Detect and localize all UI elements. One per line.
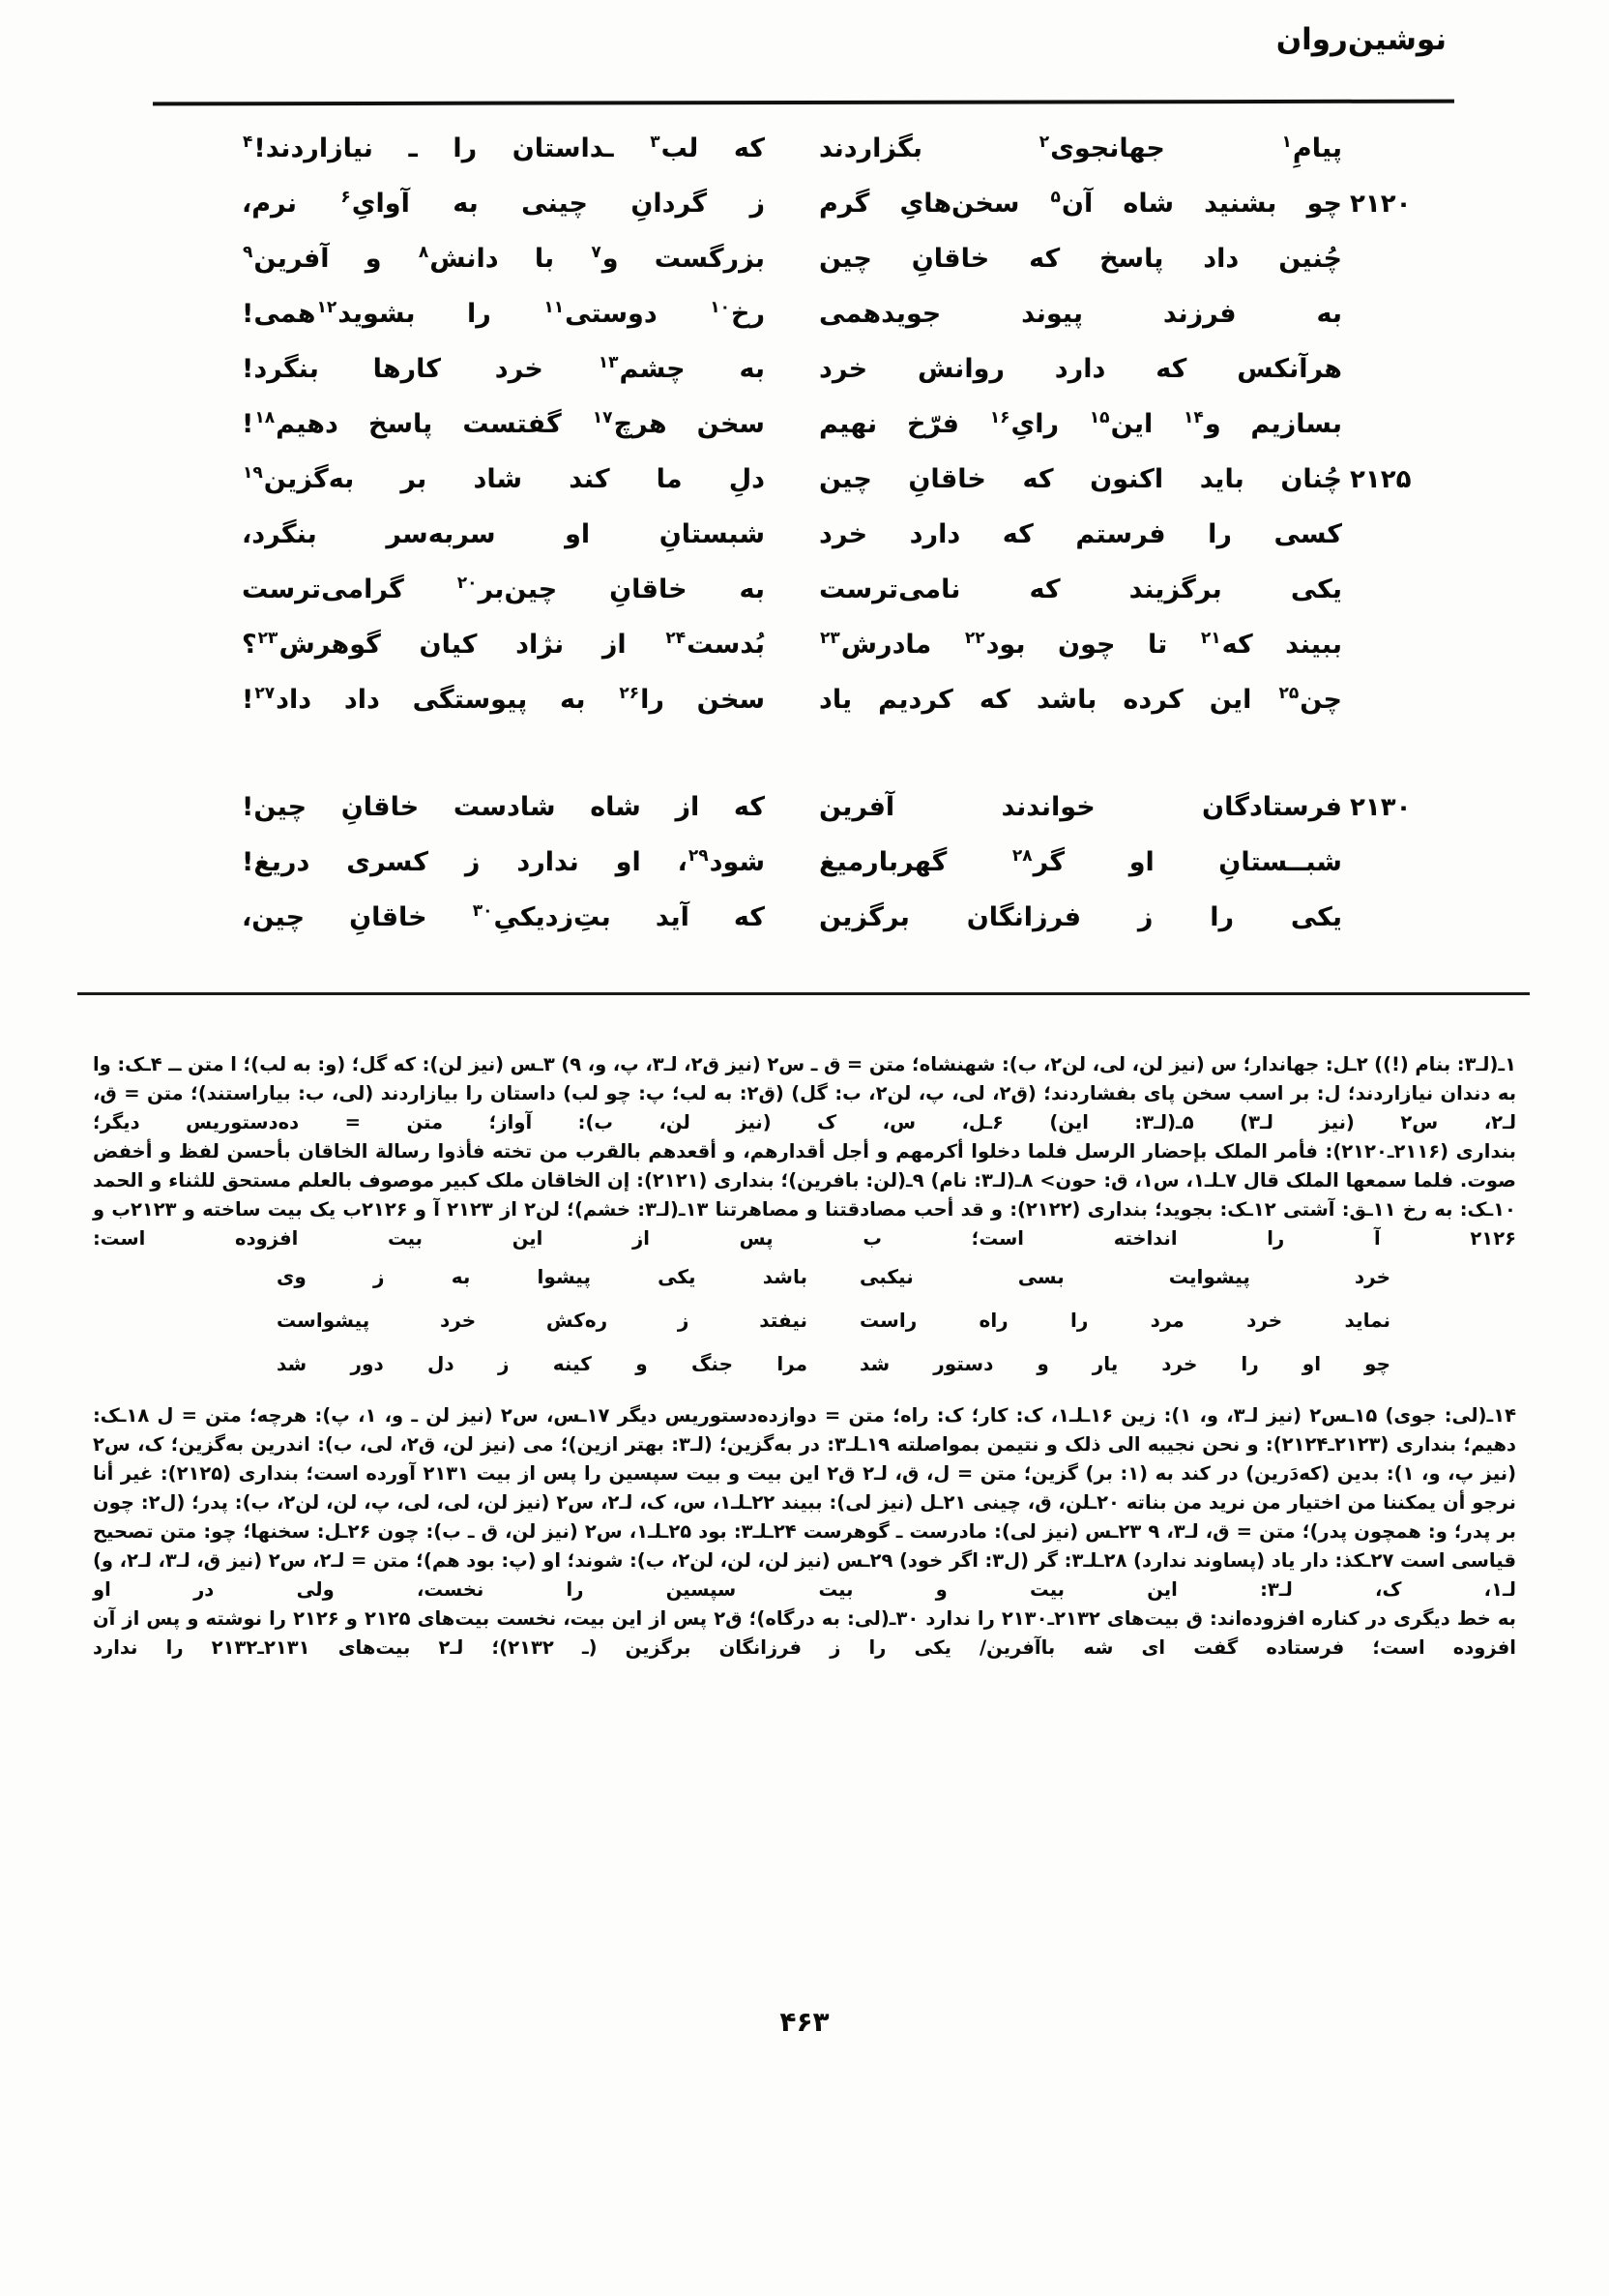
inset-hemistich-second: نیفتد ز ره‌کش خرد پیشواست [277,1309,807,1333]
hemistich-first: کسی را فرستم که دارد خرد [819,519,1342,549]
verse-block [232,133,1439,957]
hemistich-first: شبــستانِ او گر$^{۲۸}$ گهربارمیغ [819,846,1342,877]
verse-couplet [232,519,1439,574]
verse-couplet [232,630,1439,685]
hemistich-second: سخن را$^{۲۶}$ به پیوستگی داد داد$^{۲۷}$! [242,684,765,715]
hemistich-first: یکی را ز فرزانگان برگزین [819,902,1342,932]
hemistich-first: فرستادگان خواندند آفرین [819,792,1342,822]
header-rule [153,100,1454,106]
hemistich-second: به خاقانِ چین‌بر$^{۲۰}$ گرامی‌ترست [242,574,765,604]
hemistich-first: چُنان باید اکنون که خاقانِ چین [819,464,1342,494]
hemistich-second: که از شاه شادست خاقانِ چین! [242,792,765,822]
verse-couplet [232,847,1439,902]
hemistich-second: به چشم$^{۱۳}$ خرد کارها بنگرد! [242,353,765,384]
hemistich-first: چُنین داد پاسخ که خاقانِ چین [819,244,1342,274]
verse-couplet [232,902,1439,957]
hemistich-second: شبستانِ او سربه‌سر بنگرد، [242,519,765,549]
hemistich-first: یکی برگزیند که نامی‌ترست [819,574,1342,604]
verse-couplet [232,464,1439,519]
hemistich-first: چن$^{۲۵}$ این کرده باشد که کردیم یاد [819,684,1342,715]
verse-couplet [232,792,1439,847]
apparatus-paragraph: به خط دیگری در کناره افزوده‌اند: ق بیت‌های ۲۱۳۲ـ۲۱۳۰ را ندارد ۳۰ـ(لی: به درگاه)؛ ق۲ پس از این بیت، نخست بیت‌های ۲۱۲۵ و ۲۱۲۶ را نوشته و پس از آن افزوده است؛ فرستاده گفت ای شه باآفرین/ یکی را ز فرزانگان برگزین (ـ ۲۱۳۲)؛ لـ۲ بیت‌های ۲۱۳۱ـ۲۱۳۲ را ندارد [93,1607,1517,1660]
inset-hemistich-first: نماید خرد مرد را راه راست [860,1309,1390,1333]
apparatus-separator-rule [77,992,1530,995]
hemistich-second: که لب$^۳$ ـداستان را ـ نیازاردند!$^۴$ [243,132,765,163]
hemistich-second: بزرگست و$^۷$ با دانش$^۸$ و آفرین$^۹$ [243,243,765,274]
hemistich-second: سخن هرچ$^{۱۷}$ گفتست پاسخ دهیم$^{۱۸}$! [242,408,765,439]
hemistich-second: شود$^{۲۹}$، او ندارد ز کسری دریغ! [242,846,765,877]
verse-number: ۲۱۲۵ [1350,465,1412,494]
verse-couplet [232,189,1439,244]
apparatus-paragraph: ۱۴ـ(لی: جوی) ۱۵ـس۲ (نیز لـ۳، و، ۱): زین ۱۶ـلـ۱، ک: کار؛ ک: راه؛ متن = دوازده‌دستوریس دیگر ۱۷ـس، س۲ (نیز لن ـ و، ۱، پ): هرچه؛ متن = ل ۱۸ـک: دهیم؛ بنداری (۲۱۲۳ـ۲۱۲۴): و نحن نجیبه الی ذلک و نتیمن بمواصلته ۱۹ـلـ۳: در به‌گزین؛ (لـ۳: بهتر ازین)؛ می (نیز لن، ق۲، لی، ب): اندرین به‌گزین؛ ک، س۲ (نیز پ، و، ۱): بدین (که‌دَرین) در کند به (۱: بر) گزین؛ متن = ل، ق، لـ۲ ق۲ این بیت و بیت سپسین را پس از بیت ۲۱۳۱ آورده است؛ بنداری (۲۱۲۵): غیر أنا نرجو أن یمکننا من اختیار من نرید من بناته ۲۰ـلن، ق، چینی ۲۱ـل (نیز لی): ببیند ۲۲ـلـ۱، س، ک، لـ۲، س۲ (نیز لن، لی، لی، پ، لن، لن۲، ب): پدر؛ (ل۲: چون بر پدر؛ و: همچون پدر)؛ متن = ق، لـ۳، ۹ ۲۳ـس (نیز لی): مادرست ـ گوهرست ۲۴ـلـ۳: بود ۲۵ـلـ۱، س۲ (نیز لن، ق ـ ب): چون ۲۶ـل: سخنها؛ چو: متن تصحیح قیاسی است ۲۷ـکذ: دار یاد (پساوند ندارد) ۲۸ـلـ۳: گر (ل۳: اگر خود) ۲۹ـس (نیز لن، لن، لن۲، ب): شوند؛ او (پ: بود هم)؛ متن = لـ۲، س۲ (نیز ق، لـ۳، لـ۲، و) لـ۱، ک، لـ۳: این بیت و بیت سپسین را نخست، ولی در او [93,1404,1517,1602]
inset-hemistich-first: چو او را خرد یار و دستور شد [860,1352,1390,1376]
apparatus-paragraph: ۱ـ(لـ۳: بنام (!)) ۲ـل: جهاندار؛ س (نیز لن، لی، لن۲، ب): شهنشاه؛ متن = ق ـ س۲ (نیز ق۲، لـ۳، پ، و، ۹) ۳ـس (نیز لن): که گل؛ (و: به لب)؛ ا متن ــ ۴ـک: وا به دندان نیازاردند؛ ل: بر اسب سخن پای بفشاردند؛ (ق۲، لی، پ، لن۲، ب: گل) (ق۲: به لب؛ پ: چو لب) داستان را بیازاردند (لی، ب: بیاراستند)؛ متن = ق، لـ۲، س۲ (نیز لـ۳) ۵ـ(لـ۳: این) ۶ـل، س، ک (نیز لن، ب): آواز؛ متن = ده‌دستوریس دیگر؛ [93,1053,1517,1134]
verse-couplet [232,409,1439,464]
verse-couplet [232,354,1439,409]
hemistich-first: پیامِ$^۱$ جهانجوی$^۲$ بگزاردند [819,132,1342,163]
hemistich-second: ز گردانِ چینی به آوایِ$^۶$ نرم، [242,188,765,219]
verse-couplet [232,133,1439,189]
hemistich-first: ببیند که$^{۲۱}$ تا چون بود$^{۲۲}$ مادرش$^{۲۳}$ [820,629,1342,660]
hemistich-second: بُدست$^{۲۴}$ از نژاد کیان گوهرش$^{۲۳}$؟ [242,629,765,660]
hemistich-second: رخ$^{۱۰}$ دوستی$^{۱۱}$ را بشوید$^{۱۲}$همی! [242,298,765,329]
verse-couplet [232,244,1439,299]
hemistich-first: به فرزند پیوند جویدهمی [819,299,1342,329]
apparatus-paragraph: بنداری (۲۱۱۶ـ۲۱۲۰): فأمر الملک بإحضار الرسل فلما دخلوا أکرمهم و أجل أقدارهم، و أقعدهم بالقرب من تخته فأذوا رسالة الخاقان بأحسن لفظ و أخفض صوت. فلما سمعها الملک قال ۷ـلـ۱، س۱، ق: حون> ۸ـ(لـ۳: نام) ۹ـ(لن: بافرین)؛ بنداری (۲۱۲۱): إن الخاقان ملک کبیر موصوف بالعلم مستحق للثناء و الحمد ۱۰ـک: به رخ ۱۱ـق: آشتی ۱۲ـک: بجوید؛ بنداری (۲۱۲۲): و قد أحب مصادقتنا و مصاهرتنا ۱۳ـ(لـ۳: خشم)؛ لن۲ از ۲۱۲۳ آ و ۲۱۲۶ب یک بیت ساخته و ۲۱۲۳ب و ۲۱۲۶ آ را انداخته است؛ ب پس از این بیت افزوده است: [93,1140,1516,1251]
inset-hemistich-first: خرد پیشوایت بسی نیکبی [860,1265,1390,1289]
hemistich-first: هرآنکس که دارد روانش خرد [819,354,1342,384]
page-number: ۴۶۳ [779,2006,830,2038]
verse-number: ۲۱۳۰ [1350,793,1412,822]
verse-number: ۲۱۲۰ [1350,190,1412,219]
hemistich-second: که آید بتِ‌زدیکیِ$^{۳۰}$ خاقانِ چین، [242,901,766,932]
running-head: نوشین‌روان [1275,22,1447,57]
inset-couplet [93,1306,1516,1349]
verse-couplet [232,685,1439,740]
inset-couplet [93,1349,1516,1393]
inset-quoted-poem [93,1262,1516,1393]
hemistich-first: بسازیم و$^{۱۴}$ این$^{۱۵}$ رایِ$^{۱۶}$ فرّخ نهیم [819,408,1342,439]
verse-couplet [232,299,1439,354]
inset-hemistich-second: باشد یکی پیشوا به ز وی [277,1265,807,1289]
hemistich-first: چو بشنید شاه آن$^۵$ سخن‌هایِ گرم [819,188,1342,219]
hemistich-second: دلِ ما کند شاد بر به‌گزین$^{۱۹}$ [243,463,765,494]
inset-hemistich-second: مرا جنگ و کینه ز دل دور شد [277,1352,807,1376]
inset-couplet [93,1262,1516,1306]
critical-apparatus [93,1050,1516,1663]
verse-couplet [232,574,1439,630]
